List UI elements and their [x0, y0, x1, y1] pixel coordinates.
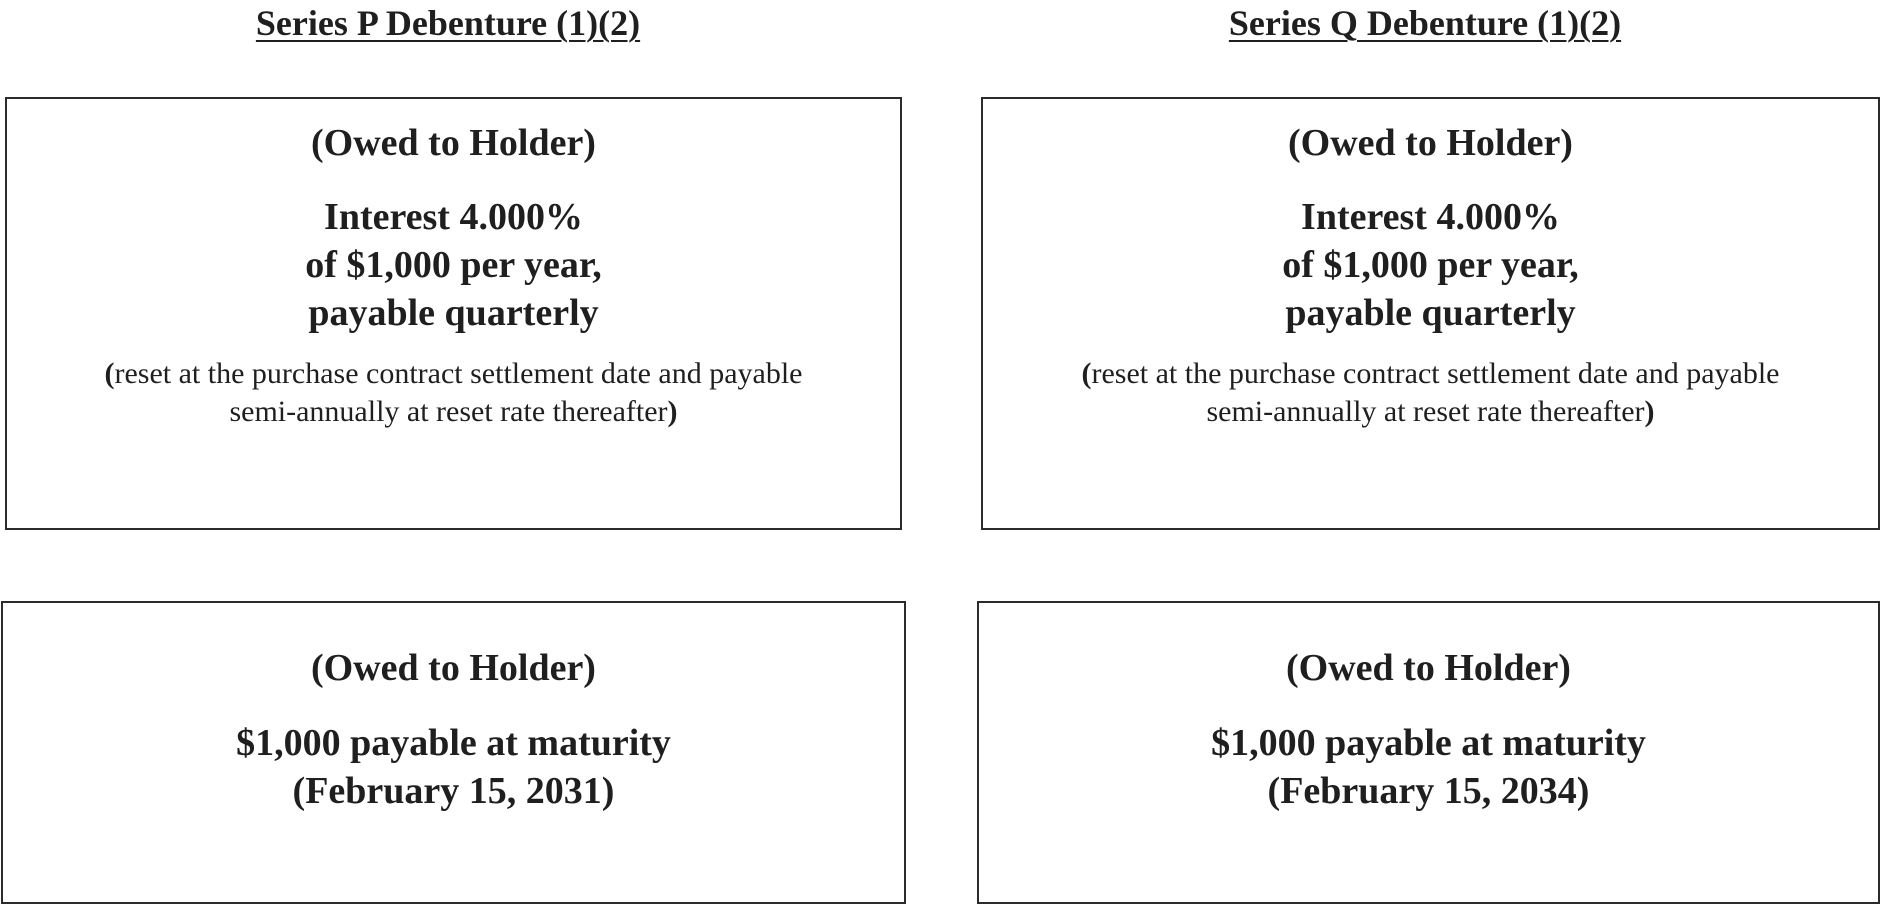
- interest-terms: [983, 193, 1878, 337]
- interest-amount-line: of $1,000 per year,: [305, 244, 602, 286]
- series-p-title: Series P Debenture (1)(2): [255, 3, 641, 43]
- series-p-maturity-box: [1, 601, 906, 904]
- reset-note-text-1: reset at the purchase contract settlement date and payable: [114, 357, 803, 390]
- note-close-paren: ): [667, 395, 678, 428]
- reset-note-line-1: [7, 355, 900, 393]
- series-p-interest-box: [5, 97, 902, 530]
- owed-to-holder-label: (Owed to Holder): [1288, 122, 1573, 164]
- maturity-terms: [979, 719, 1878, 815]
- reset-note-text-1: reset at the purchase contract settlement date and payable: [1091, 357, 1780, 390]
- series-q-maturity-box: [977, 601, 1880, 904]
- note-open-paren: (: [104, 357, 115, 390]
- interest-terms: [7, 193, 900, 337]
- interest-amount-line: of $1,000 per year,: [1282, 244, 1579, 286]
- reset-note-line-2: [983, 393, 1878, 431]
- reset-note-text-2: semi-annually at reset rate thereafter: [1206, 395, 1645, 428]
- interest-rate-line: Interest 4.000%: [1301, 196, 1560, 238]
- reset-note-line-1: [983, 355, 1878, 393]
- maturity-amount-line: $1,000 payable at maturity: [1211, 722, 1646, 764]
- maturity-amount-line: $1,000 payable at maturity: [236, 722, 671, 764]
- maturity-terms: [3, 719, 904, 815]
- owed-to-holder-label: (Owed to Holder): [1286, 647, 1571, 689]
- interest-frequency-line: payable quarterly: [308, 292, 599, 334]
- maturity-date-line: (February 15, 2034): [1267, 770, 1590, 812]
- note-close-paren: ): [1644, 395, 1655, 428]
- series-q-title: Series Q Debenture (1)(2): [1228, 3, 1622, 43]
- series-q-interest-box: [981, 97, 1880, 530]
- reset-note: [7, 355, 900, 431]
- owed-to-holder-label: (Owed to Holder): [311, 647, 596, 689]
- interest-frequency-line: payable quarterly: [1285, 292, 1576, 334]
- owed-to-holder-label: (Owed to Holder): [311, 122, 596, 164]
- reset-note: [983, 355, 1878, 431]
- reset-note-line-2: [7, 393, 900, 431]
- interest-rate-line: Interest 4.000%: [324, 196, 583, 238]
- note-open-paren: (: [1081, 357, 1092, 390]
- reset-note-text-2: semi-annually at reset rate thereafter: [229, 395, 668, 428]
- maturity-date-line: (February 15, 2031): [292, 770, 615, 812]
